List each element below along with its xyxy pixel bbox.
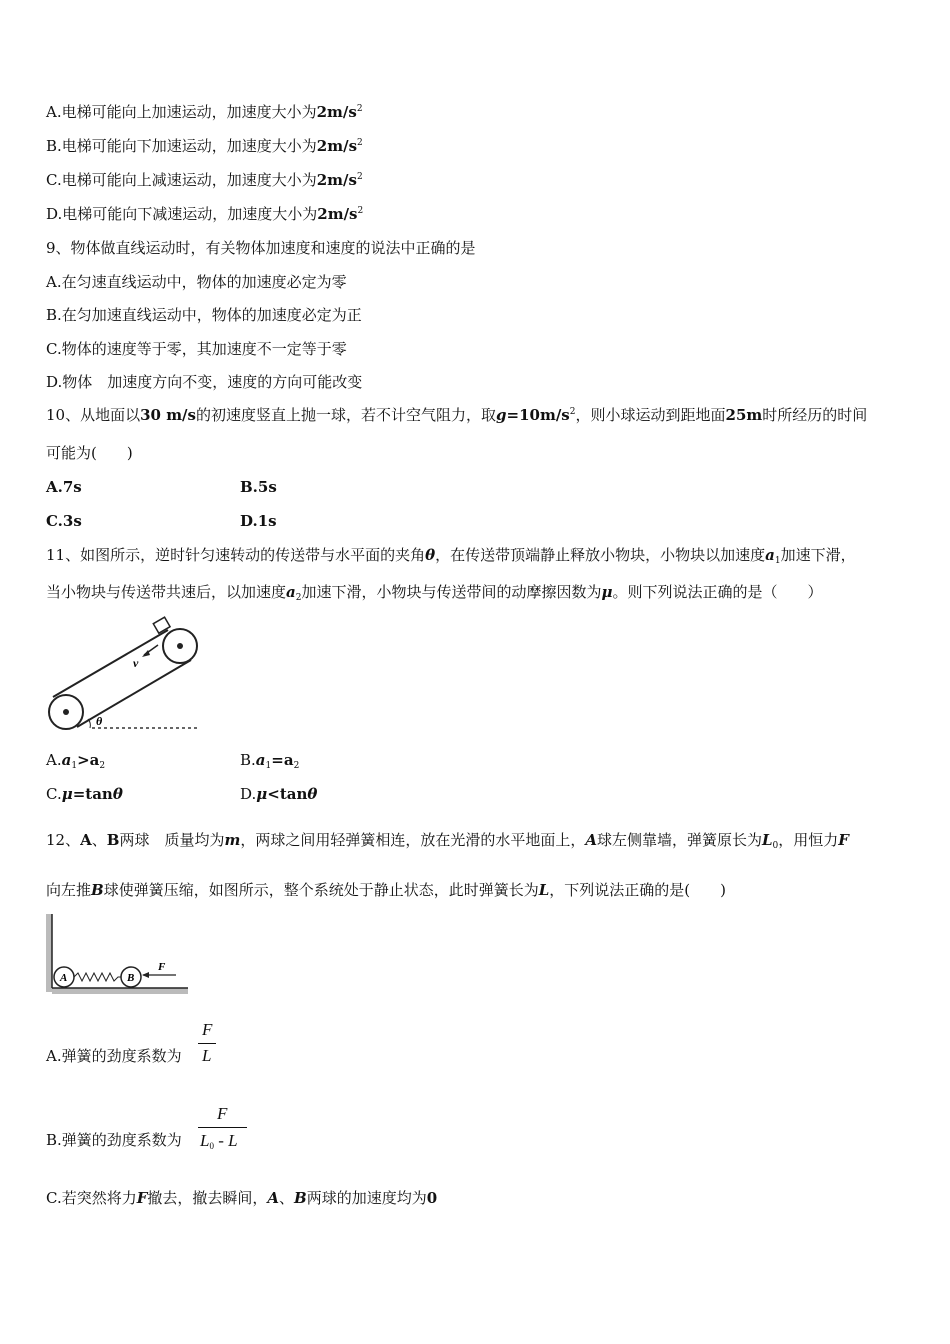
spring-balls-figure bbox=[44, 912, 190, 996]
option-prefix: C. bbox=[46, 785, 62, 803]
mu-symbol: μ bbox=[61, 785, 73, 803]
spring bbox=[74, 973, 121, 981]
force-label: F bbox=[158, 961, 166, 973]
subscript: 0 bbox=[772, 841, 779, 851]
question-12-stem-line2 bbox=[46, 880, 726, 900]
option-prefix: B. bbox=[240, 751, 256, 769]
option-rest: =a bbox=[271, 751, 294, 769]
mu-symbol: μ bbox=[256, 785, 268, 803]
subscript: 1 bbox=[265, 761, 272, 771]
stem-text: ，则小球运动到距地面 bbox=[575, 406, 726, 424]
question-12-stem bbox=[46, 830, 849, 850]
stem-text: ，下列说法正确的是( ) bbox=[549, 881, 726, 899]
stem-text: 的初速度竖直上抛一球，若不计空气阻力，取 bbox=[196, 406, 497, 424]
option-rest: <tan bbox=[267, 785, 308, 803]
option-9c: C.物体的速度等于零，其加速度不一定等于零 bbox=[46, 340, 347, 358]
belt-top bbox=[53, 630, 168, 697]
stem-text: ，两球之间用轻弹簧相连，放在光滑的水平地面上， bbox=[240, 831, 586, 849]
gravity-value: =10m/s bbox=[506, 406, 570, 424]
accel-symbol: a bbox=[765, 546, 775, 564]
option-prefix: D. bbox=[240, 785, 257, 803]
option-12a: A.弹簧的劲度系数为 bbox=[46, 1047, 182, 1065]
denominator-rest: - L bbox=[213, 1131, 238, 1150]
question-11-stem bbox=[46, 545, 856, 565]
accel-symbol: a bbox=[255, 751, 266, 769]
stem-text: 、 bbox=[91, 831, 107, 849]
option-8b bbox=[46, 136, 363, 156]
option-value: 2m/s bbox=[316, 137, 358, 155]
option-value: 2m/s bbox=[316, 103, 357, 121]
option-8c bbox=[46, 170, 363, 190]
stem-text: 时所经历的时间 bbox=[762, 406, 868, 424]
fraction-f-over-l0-minus-l bbox=[198, 1104, 250, 1156]
ball-b-label: B bbox=[127, 972, 135, 984]
denominator: L bbox=[202, 1046, 212, 1065]
theta-symbol: θ bbox=[307, 785, 318, 803]
option-10a: A.7s bbox=[46, 478, 82, 496]
wall-hatch bbox=[46, 914, 52, 992]
accel-symbol: a bbox=[286, 583, 296, 601]
force-symbol: F bbox=[838, 831, 849, 849]
option-10c: C.3s bbox=[46, 512, 82, 530]
subscript: 2 bbox=[293, 761, 300, 771]
option-rest: =tan bbox=[72, 785, 113, 803]
option-11d bbox=[240, 784, 317, 804]
denominator bbox=[200, 1131, 238, 1151]
option-text: C.电梯可能向上减速运动，加速度大小为 bbox=[46, 171, 317, 189]
option-11b bbox=[240, 750, 299, 770]
length-symbol: L bbox=[538, 881, 550, 899]
theta-symbol: θ bbox=[425, 546, 436, 564]
lower-pulley-axle bbox=[63, 709, 69, 715]
force-symbol: F bbox=[136, 1189, 148, 1207]
superscript: 2 bbox=[357, 138, 363, 148]
fraction-bar bbox=[198, 1127, 247, 1128]
stem-text: 11、如图所示，逆时针匀速转动的传送带与水平面的夹角 bbox=[46, 546, 426, 564]
fraction-bar bbox=[198, 1043, 216, 1044]
option-9b: B.在匀加速直线运动中，物体的加速度必定为正 bbox=[46, 306, 362, 324]
upper-pulley-axle bbox=[177, 643, 183, 649]
stem-text: ，用恒力 bbox=[778, 831, 839, 849]
question-10-stem bbox=[46, 405, 867, 425]
theta-symbol: θ bbox=[112, 785, 123, 803]
ball-a-label: A bbox=[60, 972, 68, 984]
option-text: 撤去，撤去瞬间， bbox=[147, 1189, 268, 1207]
zero-value: 0 bbox=[426, 1189, 438, 1207]
mu-symbol: μ bbox=[601, 583, 613, 601]
option-10b: B.5s bbox=[240, 478, 277, 496]
belt-bottom bbox=[77, 660, 191, 727]
mass-symbol: m bbox=[224, 831, 241, 849]
superscript: 2 bbox=[356, 104, 363, 114]
numerator: F bbox=[217, 1104, 228, 1123]
question-10-stem-line2: 可能为( ) bbox=[46, 444, 133, 462]
ball-label: B bbox=[106, 831, 120, 849]
stem-text: 。则下列说法正确的是（ ） bbox=[612, 583, 823, 601]
accel-symbol: a bbox=[61, 751, 72, 769]
stem-text: 12、 bbox=[46, 831, 81, 849]
option-text: C.若突然将力 bbox=[46, 1189, 137, 1207]
option-text: D.电梯可能向下减速运动，加速度大小为 bbox=[46, 205, 318, 223]
subscript: 2 bbox=[99, 761, 106, 771]
ball-label: B bbox=[91, 881, 104, 899]
option-rest: >a bbox=[77, 751, 100, 769]
superscript: 2 bbox=[356, 172, 363, 182]
height-value: 25m bbox=[725, 406, 763, 424]
option-10d: D.1s bbox=[240, 512, 277, 530]
theta-label: θ bbox=[96, 714, 103, 728]
option-value: 2m/s bbox=[317, 205, 358, 223]
conveyor-belt-figure bbox=[40, 615, 210, 737]
ball-label: A bbox=[585, 831, 597, 849]
initial-velocity: 30 m/s bbox=[140, 406, 196, 424]
stem-text: 当小物块与传送带共速后，以加速度 bbox=[46, 583, 287, 601]
option-prefix: A. bbox=[46, 751, 62, 769]
question-9-stem: 9、物体做直线运动时，有关物体加速度和速度的说法中正确的是 bbox=[46, 239, 476, 257]
length-symbol: L bbox=[762, 831, 773, 849]
ball-label: A bbox=[80, 831, 92, 849]
subscript: 0 bbox=[209, 1141, 214, 1151]
stem-text: 向左推 bbox=[46, 881, 92, 899]
question-11-stem-line2 bbox=[46, 582, 823, 602]
ball-label: B bbox=[294, 1189, 307, 1207]
superscript: 2 bbox=[569, 407, 576, 417]
length-symbol: L bbox=[200, 1131, 210, 1150]
option-value: 2m/s bbox=[316, 171, 357, 189]
stem-text: 球使弹簧压缩，如图所示，整个系统处于静止状态，此时弹簧长为 bbox=[103, 881, 539, 899]
option-8d bbox=[46, 204, 363, 224]
option-12c bbox=[46, 1188, 437, 1208]
option-12b: B.弹簧的劲度系数为 bbox=[46, 1131, 182, 1149]
stem-text: 两球 质量均为 bbox=[119, 831, 225, 849]
fraction-f-over-l bbox=[198, 1020, 218, 1068]
option-9d: D.物体 加速度方向不变，速度的方向可能改变 bbox=[46, 373, 363, 391]
stem-text: ，在传送带顶端静止释放小物块，小物块以加速度 bbox=[435, 546, 766, 564]
option-text: A.电梯可能向上加速运动，加速度大小为 bbox=[46, 103, 317, 121]
gravity-symbol: g bbox=[496, 406, 507, 424]
option-text: 、 bbox=[279, 1189, 295, 1207]
option-8a bbox=[46, 102, 363, 122]
option-11c bbox=[46, 784, 123, 804]
option-11a bbox=[46, 750, 105, 770]
velocity-label: v bbox=[133, 656, 139, 670]
superscript: 2 bbox=[357, 206, 364, 216]
floor-hatch bbox=[52, 988, 188, 994]
option-9a: A.在匀速直线运动中，物体的加速度必定为零 bbox=[46, 273, 347, 291]
subscript: 1 bbox=[774, 556, 781, 566]
stem-text: 加速下滑，小物块与传送带间的动摩擦因数为 bbox=[301, 583, 602, 601]
option-text: B.电梯可能向下加速运动，加速度大小为 bbox=[46, 137, 317, 155]
subscript: 1 bbox=[71, 761, 78, 771]
option-text: 两球的加速度均为 bbox=[306, 1189, 427, 1207]
stem-text: 加速下滑， bbox=[780, 546, 856, 564]
numerator: F bbox=[202, 1020, 213, 1039]
subscript: 2 bbox=[295, 593, 302, 603]
stem-text: 球左侧靠墙，弹簧原长为 bbox=[596, 831, 762, 849]
force-arrow-head bbox=[142, 972, 149, 978]
stem-text: 10、从地面以 bbox=[46, 406, 141, 424]
ball-label: A bbox=[267, 1189, 280, 1207]
